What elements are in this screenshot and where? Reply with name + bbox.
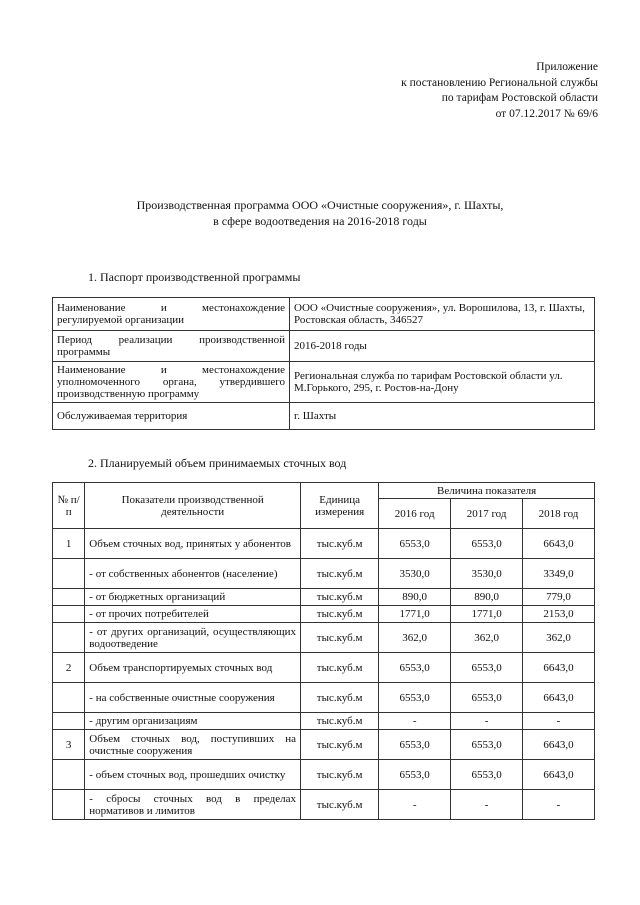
row-indicator: - другим организациям bbox=[85, 713, 301, 730]
appendix-line: к постановлению Региональной службы bbox=[401, 76, 598, 89]
table-row bbox=[53, 653, 595, 683]
table-row bbox=[53, 606, 595, 623]
row-indicator: - от прочих потребителей bbox=[85, 606, 301, 623]
row-value-2018: 6643,0 bbox=[523, 653, 595, 683]
row-unit: тыс.куб.м bbox=[301, 730, 379, 760]
table-row bbox=[53, 713, 595, 730]
title-line: Производственная программа ООО «Очистные сооружения», г. Шахты, bbox=[136, 198, 504, 212]
row-value-2016: 362,0 bbox=[379, 623, 451, 653]
row-number bbox=[53, 623, 85, 653]
row-value-2018: 362,0 bbox=[523, 623, 595, 653]
row-number bbox=[53, 713, 85, 730]
row-value-2018: 2153,0 bbox=[523, 606, 595, 623]
row-unit: тыс.куб.м bbox=[301, 559, 379, 589]
row-unit: тыс.куб.м bbox=[301, 623, 379, 653]
table-row bbox=[53, 683, 595, 713]
row-unit: тыс.куб.м bbox=[301, 529, 379, 559]
table-row bbox=[53, 730, 595, 760]
row-indicator: Объем транспортируемых сточных вод bbox=[85, 653, 301, 683]
row-value-2018: 6643,0 bbox=[523, 683, 595, 713]
volume-table bbox=[52, 482, 595, 820]
row-indicator: - на собственные очистные сооружения bbox=[85, 683, 301, 713]
row-label: Наименование и местонахождение регулируемой организации bbox=[53, 298, 290, 331]
row-value-2018: 6643,0 bbox=[523, 730, 595, 760]
header-year: 2016 год bbox=[379, 499, 451, 529]
row-value: Региональная служба по тарифам Ростовской области ул. М.Горького, 295, г. Ростов-на-Дону bbox=[290, 362, 595, 403]
row-value-2016: 6553,0 bbox=[379, 730, 451, 760]
row-value-2018: - bbox=[523, 790, 595, 820]
table-row bbox=[53, 760, 595, 790]
row-value-2017: 6553,0 bbox=[451, 529, 523, 559]
row-indicator: Объем сточных вод, принятых у абонентов bbox=[85, 529, 301, 559]
row-number: 3 bbox=[53, 730, 85, 760]
row-value-2018: - bbox=[523, 713, 595, 730]
header-num: № п/п bbox=[53, 483, 85, 529]
section-heading-passport: 1. Паспорт производственной программы bbox=[88, 270, 301, 284]
table-row bbox=[53, 790, 595, 820]
table-row bbox=[53, 623, 595, 653]
header-year: 2018 год bbox=[523, 499, 595, 529]
table-row bbox=[53, 589, 595, 606]
row-number bbox=[53, 589, 85, 606]
row-number bbox=[53, 790, 85, 820]
row-value: 2016-2018 годы bbox=[290, 331, 595, 362]
table-row bbox=[53, 529, 595, 559]
row-unit: тыс.куб.м bbox=[301, 760, 379, 790]
row-value-2018: 3349,0 bbox=[523, 559, 595, 589]
row-label: Обслуживаемая территория bbox=[53, 403, 290, 430]
row-value-2016: 6553,0 bbox=[379, 760, 451, 790]
header-row bbox=[53, 483, 595, 499]
table-row bbox=[53, 331, 595, 362]
row-value-2016: - bbox=[379, 713, 451, 730]
row-value-2017: 6553,0 bbox=[451, 730, 523, 760]
table-row bbox=[53, 403, 595, 430]
row-value-2016: 890,0 bbox=[379, 589, 451, 606]
passport-table bbox=[52, 297, 595, 430]
row-value-2016: 3530,0 bbox=[379, 559, 451, 589]
row-unit: тыс.куб.м bbox=[301, 790, 379, 820]
row-value-2016: - bbox=[379, 790, 451, 820]
header-year: 2017 год bbox=[451, 499, 523, 529]
row-value-2018: 779,0 bbox=[523, 589, 595, 606]
row-indicator: - сбросы сточных вод в пределах нормативов и лимитов bbox=[85, 790, 301, 820]
appendix-line: от 07.12.2017 № 69/6 bbox=[495, 107, 598, 120]
row-value-2017: - bbox=[451, 713, 523, 730]
document-title bbox=[0, 197, 640, 229]
row-value-2017: 362,0 bbox=[451, 623, 523, 653]
row-unit: тыс.куб.м bbox=[301, 606, 379, 623]
row-value: ООО «Очистные сооружения», ул. Ворошилова, 13, г. Шахты, Ростовская область, 346527 bbox=[290, 298, 595, 331]
row-value-2016: 1771,0 bbox=[379, 606, 451, 623]
row-number: 2 bbox=[53, 653, 85, 683]
header-name: Показатели производственной деятельности bbox=[85, 483, 301, 529]
row-value-2017: 6553,0 bbox=[451, 760, 523, 790]
row-value-2016: 6553,0 bbox=[379, 529, 451, 559]
row-unit: тыс.куб.м bbox=[301, 653, 379, 683]
row-value-2017: 6553,0 bbox=[451, 683, 523, 713]
appendix-note bbox=[401, 60, 598, 122]
row-indicator: - от других организаций, осуществляющих водоотведение bbox=[85, 623, 301, 653]
header-group: Величина показателя bbox=[379, 483, 595, 499]
row-indicator: - объем сточных вод, прошедших очистку bbox=[85, 760, 301, 790]
row-value-2017: - bbox=[451, 790, 523, 820]
row-number: 1 bbox=[53, 529, 85, 559]
row-number bbox=[53, 760, 85, 790]
row-value: г. Шахты bbox=[290, 403, 595, 430]
row-value-2016: 6553,0 bbox=[379, 653, 451, 683]
row-number bbox=[53, 683, 85, 713]
row-indicator: - от собственных абонентов (население) bbox=[85, 559, 301, 589]
row-unit: тыс.куб.м bbox=[301, 713, 379, 730]
row-label: Период реализации производственной программы bbox=[53, 331, 290, 362]
row-value-2017: 1771,0 bbox=[451, 606, 523, 623]
header-unit: Единица измерения bbox=[301, 483, 379, 529]
appendix-line: по тарифам Ростовской области bbox=[441, 92, 598, 104]
row-value-2017: 6553,0 bbox=[451, 653, 523, 683]
section-heading-volume: 2. Планируемый объем принимаемых сточных вод bbox=[88, 456, 347, 470]
table-row bbox=[53, 298, 595, 331]
row-value-2018: 6643,0 bbox=[523, 760, 595, 790]
row-unit: тыс.куб.м bbox=[301, 683, 379, 713]
row-value-2017: 890,0 bbox=[451, 589, 523, 606]
row-value-2016: 6553,0 bbox=[379, 683, 451, 713]
row-indicator: Объем сточных вод, поступивших на очистные сооружения bbox=[85, 730, 301, 760]
row-number bbox=[53, 606, 85, 623]
table-row bbox=[53, 362, 595, 403]
appendix-line: Приложение bbox=[536, 61, 598, 73]
table-row bbox=[53, 559, 595, 589]
title-line: в сфере водоотведения на 2016-2018 годы bbox=[213, 214, 427, 228]
row-indicator: - от бюджетных организаций bbox=[85, 589, 301, 606]
row-label: Наименование и местонахождение уполномоченного органа, утвердившего производственную программу bbox=[53, 362, 290, 403]
row-unit: тыс.куб.м bbox=[301, 589, 379, 606]
row-value-2018: 6643,0 bbox=[523, 529, 595, 559]
row-number bbox=[53, 559, 85, 589]
row-value-2017: 3530,0 bbox=[451, 559, 523, 589]
